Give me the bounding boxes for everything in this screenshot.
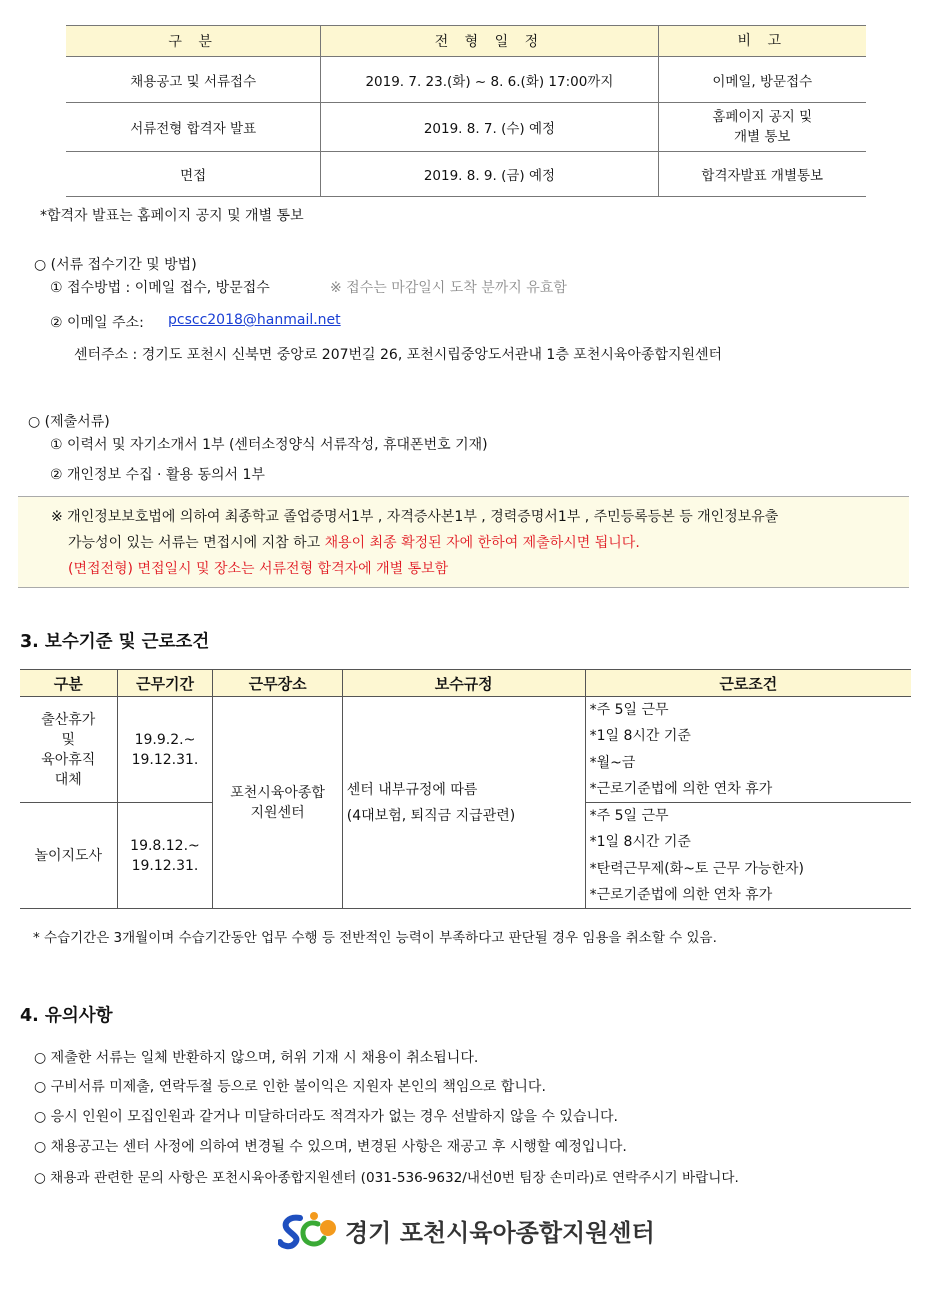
notice-highlight: 채용이 최종 확정된 자에 한하여 제출하시면 됩니다. [324, 535, 640, 551]
notice-line: (면접전형) 면접일시 및 장소는 서류전형 합격자에 개별 통보함 [68, 561, 449, 577]
schedule-header-date: 전 형 일 정 [321, 26, 658, 57]
pay-header-row [20, 670, 911, 697]
pay-header-type: 구분 [20, 670, 117, 697]
schedule-table [66, 25, 866, 197]
pay-conditions [585, 803, 911, 909]
documents-item: ① 이력서 및 자기소개서 1부 (센터소정양식 서류작성, 휴대폰번호 기재) [50, 437, 488, 453]
pay-period [117, 697, 213, 803]
condition-item: *근로기준법에 의한 연차 휴가 [589, 780, 773, 797]
pay-header-period: 근무기간 [117, 670, 213, 697]
condition-item: *1일 8시간 기준 [589, 834, 691, 851]
pay-type-line: 출산휴가 [41, 711, 96, 728]
table-row [20, 697, 911, 803]
schedule-note: 이메일, 방문접수 [658, 57, 866, 103]
pay-period [117, 803, 213, 909]
probation-note: * 수습기간은 3개월이며 수습기간동안 업무 수행 등 전반적인 능력이 부족하다고 판단될 경우 임용을 취소할 수 있음. [33, 930, 717, 946]
schedule-date: 2019. 7. 23.(화) ~ 8. 6.(화) 17:00까지 [321, 57, 658, 103]
section4-title: 4. 유의사항 [20, 1006, 113, 1026]
email-link[interactable]: pcscc2018@hanmail.net [168, 312, 341, 328]
schedule-date: 2019. 8. 9. (금) 예정 [321, 152, 658, 197]
pay-rule-line: (4대보험, 퇴직금 지급관련) [346, 807, 516, 824]
caution-item: ○ 채용과 관련한 문의 사항은 포천시육아종합지원센터 (031-536-9632/내선0번 팀장 손미라)로 연락주시기 바랍니다. [34, 1170, 739, 1186]
schedule-note [658, 103, 866, 152]
section3-title: 3. 보수기준 및 근로조건 [20, 632, 210, 652]
pay-conditions [585, 697, 911, 803]
pay-rule-line: 센터 내부규정에 따름 [346, 781, 478, 798]
condition-item: *주 5일 근무 [589, 808, 669, 825]
pay-header-place: 근무장소 [213, 670, 342, 697]
pay-place-line: 포천시육아종합 [230, 784, 325, 801]
pay-period-line: 19.8.12.~ [130, 837, 200, 854]
pay-type-line: 육아휴직 [41, 751, 96, 768]
documents-heading: ○ (제출서류) [28, 414, 110, 430]
condition-item: *탄력근무제(화~토 근무 가능한자) [589, 860, 804, 877]
table-row [66, 103, 866, 152]
center-address: 센터주소 : 경기도 포천시 신북면 중앙로 207번길 26, 포천시립중앙도서관내 1층 포천시육아종합지원센터 [74, 347, 723, 363]
condition-item: *근로기준법에 의한 연차 휴가 [589, 887, 773, 904]
notice-line [68, 532, 640, 552]
schedule-date: 2019. 8. 7. (수) 예정 [321, 103, 658, 152]
pay-period-line: 19.12.31. [131, 857, 199, 874]
caution-item: ○ 채용공고는 센터 사정에 의하여 변경될 수 있으며, 변경된 사항은 재공고 후 시행할 예정입니다. [34, 1139, 627, 1155]
pay-header-conditions: 근로조건 [585, 670, 911, 697]
pay-type-line: 및 [61, 731, 76, 748]
pay-period-line: 19.9.2.~ [134, 731, 196, 748]
schedule-header-note: 비 고 [658, 26, 866, 57]
center-logo-icon [278, 1210, 344, 1252]
pay-rule [342, 697, 585, 909]
notice-text: 가능성이 있는 서류는 면접시에 지참 하고 [68, 535, 325, 551]
notice-line: ※ 개인정보보호법에 의하여 최종학교 졸업증명서1부 , 자격증사본1부 , 경력증명서1부 , 주민등록등본 등 개인정보유출 [51, 509, 779, 525]
caution-item: ○ 구비서류 미제출, 연락두절 등으로 인한 불이익은 지원자 본인의 책임으로 합니다. [34, 1079, 546, 1095]
pay-place-line: 지원센터 [250, 804, 305, 821]
condition-item: *주 5일 근무 [589, 702, 669, 718]
caution-item: ○ 응시 인원이 모집인원과 같거나 미달하더라도 적격자가 없는 경우 선발하지 않을 수 있습니다. [34, 1109, 618, 1125]
pay-period-line: 19.12.31. [131, 751, 199, 768]
schedule-header-row [66, 26, 866, 57]
method-note: ※ 접수는 마감일시 도착 분까지 유효함 [330, 280, 567, 296]
notice-box [18, 496, 909, 588]
condition-item: *1일 8시간 기준 [589, 728, 691, 745]
schedule-note-line: 개별 통보 [734, 129, 791, 145]
pay-type [20, 697, 117, 803]
table-row [66, 152, 866, 197]
schedule-phase: 면접 [66, 152, 321, 197]
org-name: 경기 포천시육아종합지원센터 [345, 1219, 655, 1247]
documents-item: ② 개인정보 수집 · 활용 동의서 1부 [50, 467, 265, 483]
schedule-note: 합격자발표 개별통보 [658, 152, 866, 197]
table-row [66, 57, 866, 103]
pay-header-pay: 보수규정 [342, 670, 585, 697]
pay-table [20, 669, 911, 909]
email-label: ② 이메일 주소: [50, 315, 144, 331]
schedule-phase: 서류전형 합격자 발표 [66, 103, 321, 152]
schedule-header-phase: 구 분 [66, 26, 321, 57]
schedule-phase: 채용공고 및 서류접수 [66, 57, 321, 103]
condition-item: *월~금 [589, 754, 636, 771]
application-heading: ○ (서류 접수기간 및 방법) [34, 257, 197, 273]
schedule-note-line: 홈페이지 공지 및 [712, 109, 813, 125]
method-label: ① 접수방법 : 이메일 접수, 방문접수 [50, 280, 270, 296]
caution-item: ○ 제출한 서류는 일체 반환하지 않으며, 허위 기재 시 채용이 취소됩니다. [34, 1050, 479, 1066]
pay-place [213, 697, 342, 909]
schedule-footnote: *합격자 발표는 홈페이지 공지 및 개별 통보 [40, 208, 304, 224]
pay-type: 놀이지도사 [20, 803, 117, 909]
pay-type-line: 대체 [54, 771, 82, 788]
